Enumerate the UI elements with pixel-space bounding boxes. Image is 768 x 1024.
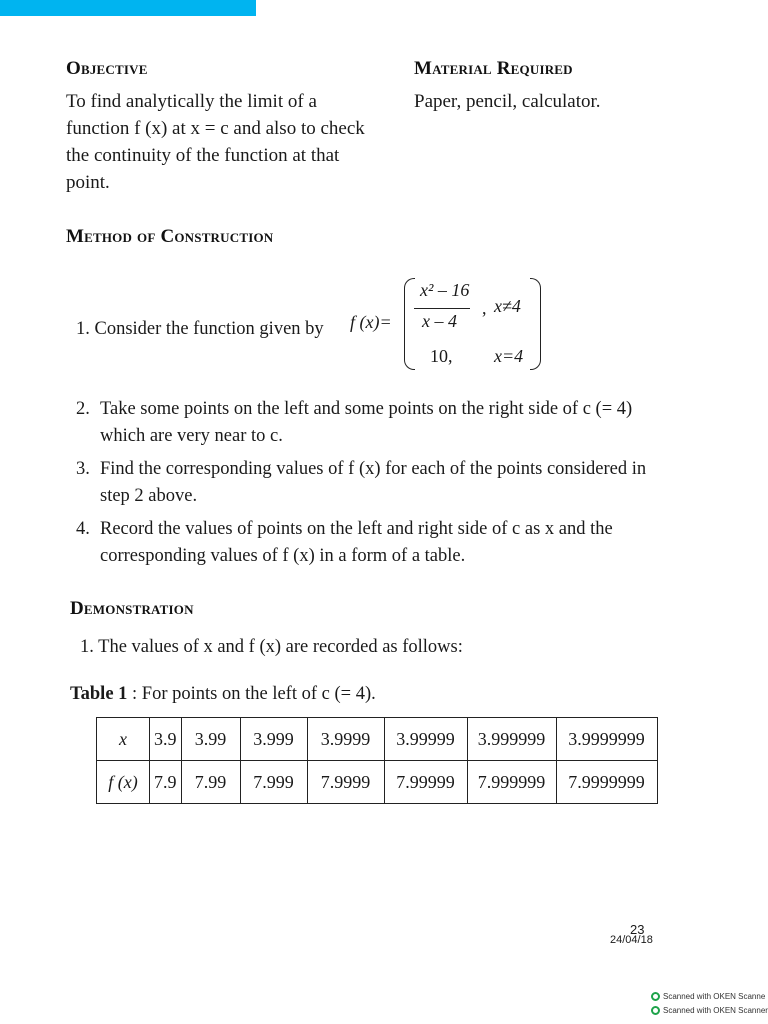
table-caption-label: Table 1 [70,684,128,704]
step-number: 3. [76,459,90,479]
table-cell: 3.9999 [307,718,384,761]
left-brace [404,278,415,370]
date-stamp: 24/04/18 [610,934,653,946]
function-name: f (x)= [350,312,392,332]
step-number: 4. [76,519,90,539]
objective-line-1: To find analytically the limit of a [66,91,317,112]
table-cell: 3.9 [150,718,182,761]
table-cell: 3.999999 [467,718,556,761]
step-line: step 2 above. [100,486,198,506]
values-table [96,717,658,804]
table-cell: 7.999 [240,761,307,804]
scanner-logo-icon [651,992,660,1001]
condition-1: x≠4 [494,296,521,316]
table-row-fx [97,761,658,804]
page-number: 23 [630,922,645,937]
table-caption [70,681,376,708]
scanner-watermark-1 [651,992,765,1001]
objective-heading: Objective [66,58,148,79]
step-number: 2. [76,399,90,419]
comma: , [482,298,487,318]
method-step-2 [76,396,716,450]
step-line: which are very near to c. [100,426,283,446]
table-cell: f (x) [97,761,150,804]
table-cell: 7.9999 [307,761,384,804]
method-step-1: 1. Consider the function given by [76,319,324,339]
method-step-3 [76,456,716,510]
step-line: Find the corresponding values of f (x) for each of the points considered in [100,459,647,479]
scanner-text: Scanned with OKEN Scanner [663,1006,768,1015]
table-caption-text: : For points on the left of c (= 4). [127,684,376,704]
fraction-line [414,308,470,309]
step-line: Record the values of points on the left and right side of c as x and the [100,519,613,539]
scanner-watermark-2 [651,1006,768,1015]
table-cell: 3.99999 [384,718,467,761]
material-text: Paper, pencil, calculator. [414,91,601,112]
table-cell: 7.99 [181,761,240,804]
denominator: x – 4 [422,311,457,331]
table-cell: 3.999 [240,718,307,761]
condition-2: x=4 [494,346,524,366]
table-cell: 7.9999999 [556,761,657,804]
table-cell: 3.9999999 [556,718,657,761]
method-step-4 [76,516,716,570]
step-line: corresponding values of f (x) in a form of a table. [100,546,466,566]
method-steps [76,396,716,570]
top-accent-bar [0,0,256,16]
table-cell: 7.999999 [467,761,556,804]
material-heading: Material Required [414,58,573,79]
right-brace [530,278,541,370]
scanner-logo-icon [651,1006,660,1015]
table-cell: 3.99 [181,718,240,761]
step-line: Take some points on the left and some points on the right side of c (= 4) [100,399,633,419]
scanner-text: Scanned with OKEN Scanne [663,992,766,1001]
value-2: 10, [430,346,453,366]
table-row-x [97,718,658,761]
demonstration-heading: Demonstration [70,598,194,619]
objective-line-3: the continuity of the function at that [66,145,340,166]
table-cell: 7.99999 [384,761,467,804]
method-heading: Method of Construction [66,226,274,247]
table-cell: x [97,718,150,761]
demonstration-item-1: 1. The values of x and f (x) are recorded as follows: [80,637,463,657]
objective-line-4: point. [66,172,110,193]
objective-line-2: function f (x) at x = c and also to check [66,118,365,139]
objective-text [66,88,376,196]
numerator: x² – 16 [420,280,470,300]
table-cell: 7.9 [150,761,182,804]
